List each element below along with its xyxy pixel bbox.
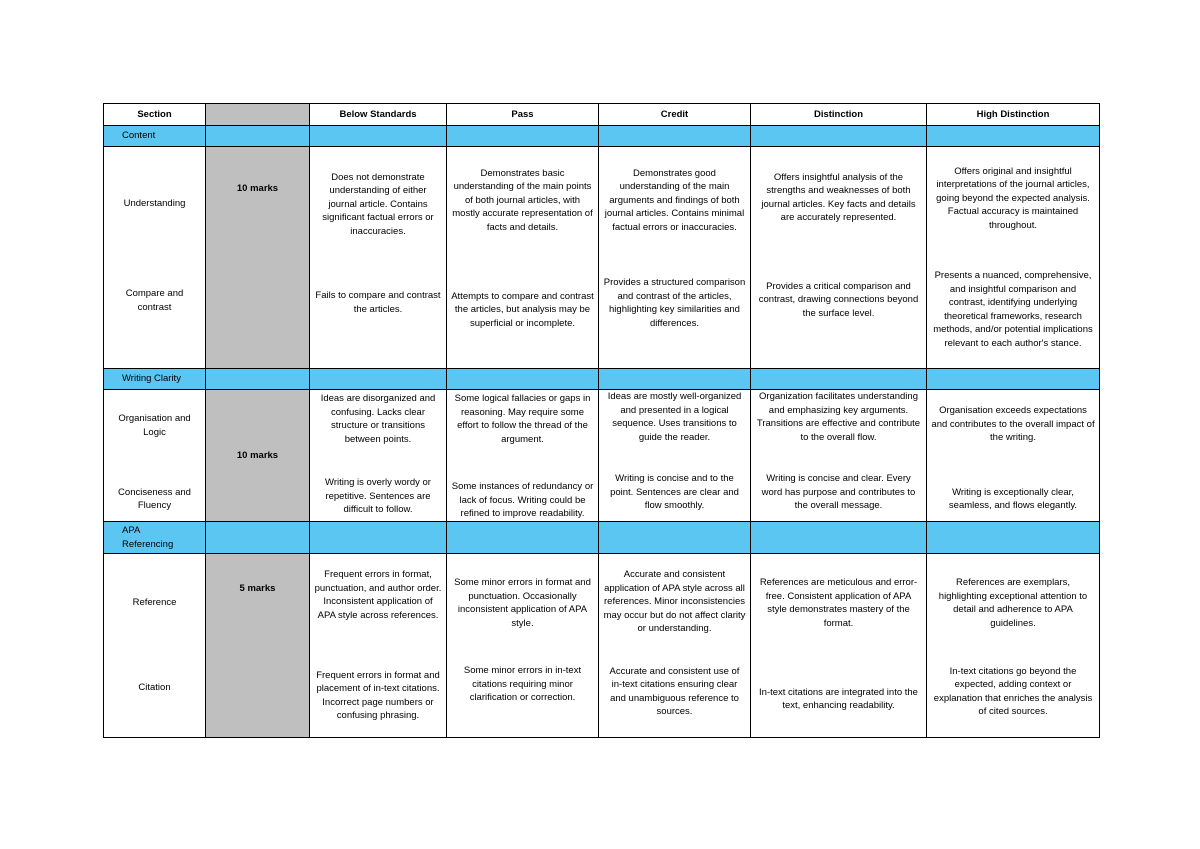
descriptor-cell — [751, 554, 927, 738]
descriptor: Provides a structured comparison and contrast of the articles, highlighting key similarities and differences. — [603, 277, 746, 329]
descriptor-cell — [447, 147, 599, 369]
descriptor: Offers original and insightful interpretations of the journal articles, going beyond the expected analysis. Factual accuracy is maintained throughout. — [936, 165, 1090, 231]
descriptor-cell — [310, 390, 447, 522]
criterion-label: Citation — [138, 682, 171, 694]
header-section: Section — [104, 104, 206, 126]
header-below-standards: Below Standards — [310, 104, 447, 126]
criterion-label: Conciseness and Fluency — [118, 486, 191, 512]
descriptor: Attempts to compare and contrast the articles, but analysis may be superficial or incomplete. — [451, 290, 594, 329]
descriptor: In-text citations go beyond the expected, adding context or explanation that enriches the analysis of cited sources. — [933, 665, 1093, 718]
section-row-writing-clarity — [104, 369, 1100, 390]
descriptor-cell — [447, 390, 599, 522]
descriptor: References are exemplars, highlighting exceptional attention to detail and adherence to APA guidelines. — [938, 577, 1088, 629]
descriptor-cell — [927, 554, 1100, 738]
descriptor: Writing is concise and to the point. Sentences are clear and flow smoothly. — [610, 473, 739, 512]
criteria-cell — [104, 390, 206, 522]
descriptor: Offers insightful analysis of the strengths and weaknesses of both journal articles. Key facts and details are accurately represented. — [761, 171, 916, 224]
section-title: Content — [104, 126, 206, 147]
descriptor: References are meticulous and error-free. Consistent application of APA style demonstrates mastery of the format. — [759, 577, 918, 629]
descriptor-cell — [927, 147, 1100, 369]
criteria-cell — [104, 147, 206, 369]
header-marks — [206, 104, 310, 126]
section-body-content — [104, 147, 1100, 369]
descriptor-cell — [599, 554, 751, 738]
header-distinction: Distinction — [751, 104, 927, 126]
descriptor: Demonstrates good understanding of the main arguments and findings of both journal articles. Contains minimal factual errors or inaccuracies. — [604, 167, 745, 233]
marks-cell: 10 marks — [206, 390, 310, 522]
section-title: Writing Clarity — [104, 369, 206, 390]
descriptor: Does not demonstrate understanding of either journal article. Contains significant factual errors or inaccuracies. — [322, 171, 434, 237]
descriptor: Writing is exceptionally clear, seamless, and flows elegantly. — [948, 486, 1078, 512]
descriptor: Provides a critical comparison and contrast, drawing connections beyond the surface level. — [758, 280, 919, 319]
criterion-label: Reference — [132, 597, 177, 608]
descriptor: Organization facilitates understanding and emphasizing key arguments. Transitions are effective and contribute to the overall flow. — [756, 391, 921, 443]
header-row — [104, 104, 1100, 126]
descriptor: Some logical fallacies or gaps in reasoning. May require some effort to follow the thread of the argument. — [454, 393, 591, 445]
descriptor: Demonstrates basic understanding of the main points of both journal articles, with mostly accurate representation of facts and details. — [452, 167, 593, 233]
descriptor: Accurate and consistent application of APA style across all references. Minor inconsistencies may occur but do not affect clarity or understanding. — [603, 569, 746, 635]
descriptor: Fails to compare and contrast the articles. — [315, 290, 441, 315]
descriptor: Writing is concise and clear. Every word has purpose and contributes to the overall message. — [761, 473, 916, 512]
descriptor-cell — [310, 147, 447, 369]
criterion-label: Organisation and Logic — [118, 413, 191, 438]
descriptor: Some minor errors in in-text citations requiring minor clarification or correction. — [463, 665, 582, 704]
descriptor-cell — [599, 147, 751, 369]
descriptor-cell — [751, 390, 927, 522]
descriptor: Accurate and consistent use of in-text citations ensuring clear and unambiguous reference to sources. — [609, 665, 740, 718]
descriptor: Ideas are mostly well-organized and presented in a logical sequence. Uses transitions to guide the reader. — [607, 391, 742, 443]
section-row-apa-referencing — [104, 522, 1100, 554]
descriptor-cell — [927, 390, 1100, 522]
section-title: APA Referencing — [104, 522, 206, 554]
section-row-content — [104, 126, 1100, 147]
descriptor: Presents a nuanced, comprehensive, and insightful comparison and contrast, identifying underlying theoretical frameworks, research methods, and/or potential implications relevant to each author's stance. — [933, 269, 1093, 349]
criterion-label: Compare and contrast — [125, 288, 184, 313]
descriptor-cell — [447, 554, 599, 738]
header-pass: Pass — [447, 104, 599, 126]
descriptor: Frequent errors in format, punctuation, and author order. Inconsistent application of APA style across references. — [314, 569, 442, 621]
descriptor: Some minor errors in format and punctuation. Occasionally inconsistent application of APA style. — [454, 577, 591, 629]
rubric-table — [103, 103, 1100, 738]
section-body-writing-clarity — [104, 390, 1100, 522]
criteria-cell — [104, 554, 206, 738]
descriptor: In-text citations are integrated into the text, enhancing readability. — [759, 686, 918, 712]
descriptor: Some instances of redundancy or lack of focus. Writing could be refined to improve readability. — [451, 481, 594, 520]
marks-cell: 10 marks — [206, 147, 310, 369]
section-body-apa-referencing — [104, 554, 1100, 738]
descriptor: Writing is overly wordy or repetitive. Sentences are difficult to follow. — [325, 477, 431, 516]
marks-cell: 5 marks — [206, 554, 310, 738]
descriptor-cell — [310, 554, 447, 738]
header-credit: Credit — [599, 104, 751, 126]
header-high-distinction: High Distinction — [927, 104, 1100, 126]
descriptor-cell — [599, 390, 751, 522]
descriptor: Ideas are disorganized and confusing. Lacks clear structure or transitions between points. — [320, 393, 436, 445]
descriptor: Frequent errors in format and placement of in-text citations. Incorrect page numbers or confusing phrasing. — [316, 669, 440, 722]
descriptor-cell — [751, 147, 927, 369]
descriptor: Organisation exceeds expectations and contributes to the overall impact of the writing. — [931, 405, 1095, 444]
criterion-label: Understanding — [123, 197, 186, 209]
